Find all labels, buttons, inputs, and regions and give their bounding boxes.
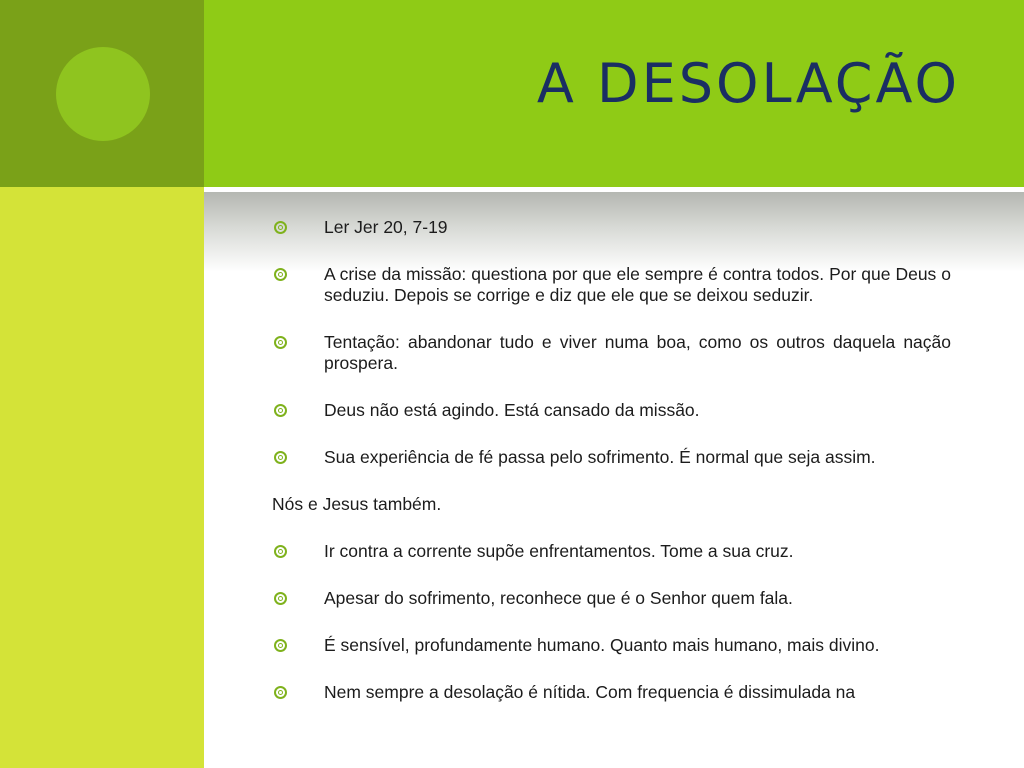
bullet-item (272, 541, 951, 562)
bullet-item (272, 447, 951, 468)
target-ring-bullet-icon (274, 268, 287, 281)
bullet-item (272, 588, 951, 609)
bullet-text: Ir contra a corrente supõe enfrentamentos. Tome a sua cruz. (324, 541, 794, 561)
circle-decoration (56, 47, 150, 141)
bullet-item (272, 217, 951, 238)
target-ring-bullet-icon (274, 545, 287, 558)
bullet-item (272, 635, 951, 656)
slide-content (272, 217, 951, 729)
slide-title: A DESOLAÇÃO (536, 52, 960, 115)
target-ring-bullet-icon (274, 336, 287, 349)
paragraph-text: Nós e Jesus também. (272, 494, 442, 514)
title-band (204, 0, 1024, 187)
target-ring-bullet-icon (274, 592, 287, 605)
left-sidebar-bar (0, 187, 204, 768)
bullet-item (272, 400, 951, 421)
target-ring-bullet-icon (274, 686, 287, 699)
bullet-item (272, 264, 951, 306)
corner-block (0, 0, 204, 187)
bullet-text: Tentação: abandonar tudo e viver numa boa, como os outros daquela nação prospera. (324, 332, 951, 373)
bullet-text: A crise da missão: questiona por que ele sempre é contra todos. Por que Deus o seduziu. Depois se corrige e diz que ele que se deixou seduzir. (324, 264, 951, 305)
bullet-item (272, 682, 951, 703)
bullet-item (272, 332, 951, 374)
target-ring-bullet-icon (274, 639, 287, 652)
bullet-text: Nem sempre a desolação é nítida. Com frequencia é dissimulada na (324, 682, 856, 702)
bullet-text: É sensível, profundamente humano. Quanto mais humano, mais divino. (324, 635, 880, 655)
plain-paragraph (272, 494, 951, 515)
target-ring-bullet-icon (274, 451, 287, 464)
bullet-text: Apesar do sofrimento, reconhece que é o Senhor quem fala. (324, 588, 793, 608)
bullet-text: Ler Jer 20, 7-19 (324, 217, 448, 237)
target-ring-bullet-icon (274, 404, 287, 417)
target-ring-bullet-icon (274, 221, 287, 234)
bullet-text: Deus não está agindo. Está cansado da missão. (324, 400, 700, 420)
bullet-text: Sua experiência de fé passa pelo sofrimento. É normal que seja assim. (324, 447, 876, 467)
